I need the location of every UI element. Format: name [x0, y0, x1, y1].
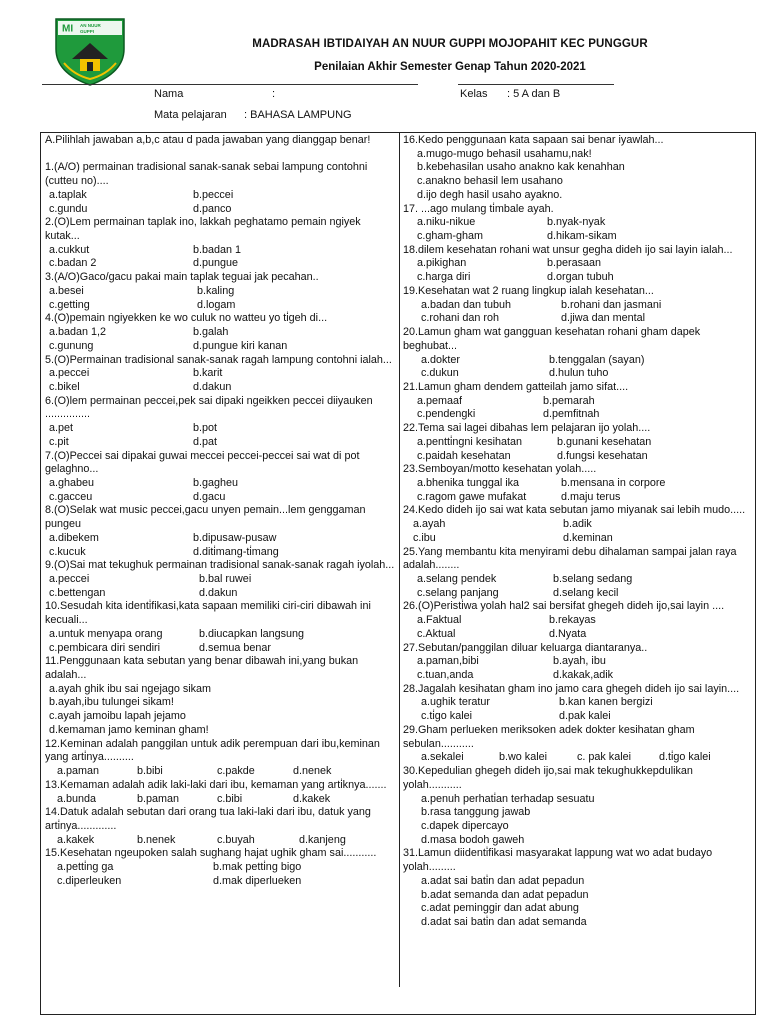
- divider-right: [458, 84, 614, 85]
- question-6: 6.(O)lem permainan peccei,pek sai dipaki ngeikken peccei diiyauken ...............: [45, 394, 373, 421]
- svg-text:MI: MI: [62, 23, 74, 35]
- option-13b: b.paman: [137, 792, 180, 805]
- question-22: 22.Tema sai lagei dibahas lem pelajaran ijo yolah....: [403, 422, 651, 435]
- option-23b: b.mensana in corpore: [561, 476, 666, 489]
- svg-text:GUPPI: GUPPI: [80, 29, 95, 34]
- option-21c: c.pendengki: [417, 408, 476, 421]
- column-divider: [399, 132, 400, 987]
- question-19: 19.Kesehatan wat 2 ruang lingkup ialah kesehatan...: [403, 284, 654, 297]
- option-6c: c.pit: [49, 435, 69, 448]
- option-17c: c.gham-gham: [417, 230, 484, 243]
- question-7: 7.(O)Peccei sai dipakai guwai meccei peccei-peccei sai wat di pot gelaghno...: [45, 449, 360, 476]
- option-4b: b.galah: [193, 326, 229, 339]
- option-22c: c.paidah kesehatan: [417, 449, 511, 462]
- option-28a: a.ughik teratur: [421, 696, 491, 709]
- question-3: 3.(A/O)Gaco/gacu pakai main taplak teguai jak pecahan..: [45, 271, 319, 284]
- option-12a: a.paman: [57, 765, 100, 778]
- option-8a: a.dibekem: [49, 531, 99, 544]
- option-19d: d.jiwa dan mental: [561, 312, 646, 325]
- option-9d: d.dakun: [199, 586, 238, 599]
- option-7b: b.gagheu: [193, 476, 239, 489]
- nama-colon: :: [272, 88, 276, 100]
- question-2: 2.(O)Lem permainan taplak ino, lakkah peghatamo pemain ngiyek kutak...: [45, 216, 361, 243]
- option-7d: d.gacu: [193, 490, 226, 503]
- option-11d: d.kemaman jamo keminan gham!: [49, 723, 209, 736]
- option-15d: d.mak diperlueken: [213, 874, 302, 887]
- option-27b: b.ayah, ibu: [553, 655, 606, 668]
- option-25a: a.selang pendek: [417, 573, 497, 585]
- option-17b: b.nyak-nyak: [547, 216, 606, 229]
- question-1: 1.(A/O) permainan tradisional sanak-sanak sebai lampung contohni (cutteu no)....: [45, 161, 368, 188]
- option-31a: a.adat sai bati̇n dan adat pepadun: [421, 874, 585, 887]
- option-29b: b.wo kalei: [499, 751, 548, 764]
- option-29c: c. pak kalei: [577, 751, 632, 764]
- option-5b: b.karit: [193, 367, 223, 380]
- option-23d: d.maju terus: [561, 490, 621, 503]
- option-7c: c.gacceu: [49, 490, 93, 503]
- option-24a: a.ayah: [413, 518, 446, 531]
- question-16: 16.Kedo penggunaan kata sapaan sai benar iyawlah...: [403, 134, 664, 146]
- option-15c: c.diperleuken: [57, 874, 122, 887]
- option-17d: d.hikam-sikam: [547, 230, 617, 243]
- option-10d: d.semua benar: [199, 641, 272, 654]
- option-17a: a.niku-nikue: [417, 216, 476, 229]
- option-27d: d.kakak,adik: [553, 669, 614, 682]
- option-26a: a.Faktual: [417, 614, 462, 627]
- question-18: 18.dilem kesehatan rohani wat unsur gegha dideh ijo sai layin ialah...: [403, 243, 733, 256]
- option-24c: c.ibu: [413, 531, 436, 544]
- exam-title: Penilaian Akhir Semester Genap Tahun 2020-2021: [314, 61, 586, 73]
- question-17: 17. ...ago mulang ti̇mbale ayah.: [403, 202, 554, 215]
- option-12d: d.nenek: [293, 765, 332, 778]
- option-16b: b.kebehasilan usaho anakno kak kenahhan: [417, 161, 625, 174]
- option-27c: c.tuan,anda: [417, 669, 474, 682]
- option-28b: b.kan kanen bergizi: [559, 696, 653, 709]
- option-19c: c.rohani dan roh: [421, 312, 500, 325]
- instruction: A.Pilihlah jawaban a,b,c atau d pada jawaban yang dianggap benar!: [45, 134, 371, 146]
- mapel-value: : BAHASA LAMPUNG: [244, 109, 352, 121]
- spacer: [45, 148, 395, 162]
- question-11: 11.Penggunaan kata sebutan yang benar dibawah ini,yang bukan adalah...: [45, 655, 359, 682]
- option-26d: d.Nyata: [549, 627, 587, 640]
- option-31c: c.adat peminggir dan adat abung: [421, 902, 579, 915]
- mapel-label: Mata pelajaran: [154, 109, 227, 121]
- kelas-value: : 5 A dan B: [507, 88, 561, 100]
- option-18c: c.harga diri: [417, 271, 471, 284]
- question-10: 10.Sesudah kita identi̇fikasi,kata sapaan memiliki ciri-ciri dibawah ini kecuali...: [45, 600, 371, 627]
- option-5c: c.bikel: [49, 380, 80, 393]
- option-1a: a.taplak: [49, 188, 87, 201]
- question-20: 20.Lamun gham wat gangguan kesehatan rohani gham dapek beghubat...: [403, 326, 701, 352]
- option-12b: b.bibi: [137, 765, 163, 778]
- option-26b: b.rekayas: [549, 614, 596, 627]
- option-19b: b.rohani dan jasmani: [561, 298, 662, 311]
- option-4c: c.gunung: [49, 339, 94, 352]
- option-28d: d.pak kalei: [559, 710, 611, 723]
- option-16a: a.mugo-mugo behasil usahamu,nak!: [417, 147, 592, 160]
- option-21a: a.pemaaf: [417, 394, 463, 407]
- question-29: 29.Gham perlueken meriksoken adek dokter kesihatan gham sebulan...........: [403, 723, 695, 750]
- question-9: 9.(O)Sai mat tekughuk permainan tradisional sanak-sanak ragah iyolah...: [45, 559, 395, 572]
- option-25c: c.selang panjang: [417, 586, 499, 599]
- option-8c: c.kucuk: [49, 545, 86, 558]
- question-14: 14.Datuk adalah sebutan dari orang tua laki-laki dari ibu, datuk yang arti̇nya.............: [45, 806, 371, 832]
- option-16d: d.ijo degh hasil usaho ayakno.: [417, 188, 563, 201]
- question-28: 28.Jagalah kesihatan gham ino jamo cara ghegeh dideh ijo sai layin....: [403, 682, 740, 695]
- option-23a: a.bhenika tunggal ika: [417, 476, 520, 489]
- option-4d: d.pungue kiri kanan: [193, 339, 288, 352]
- option-21b: b.pemarah: [543, 394, 595, 407]
- question-24: 24.Kedo dideh ijo sai wat kata sebutan jamo miyanak sai lebih mudo.....: [403, 504, 746, 517]
- option-14a: a.kakek: [57, 833, 95, 846]
- question-12: 12.Keminan adalah panggilan untuk adik perempuan dari ibu,keminan yang arti̇nya..........: [45, 737, 380, 764]
- option-3c: c.getting: [49, 298, 90, 311]
- option-11a: a.ayah ghik ibu sai ngejago sikam: [49, 682, 212, 695]
- option-14d: d.kanjeng: [299, 833, 346, 846]
- svg-text:AN NUUR: AN NUUR: [80, 23, 101, 28]
- option-9c: c.bettengan: [49, 586, 106, 599]
- option-31b: b.adat semanda dan adat pepadun: [421, 888, 589, 901]
- option-30d: d.masa bodoh gaweh: [421, 833, 525, 846]
- option-13c: c.bibi: [217, 792, 243, 805]
- option-26c: c.Aktual: [417, 627, 456, 640]
- question-27: 27.Sebutan/panggilan diluar keluarga diantaranya..: [403, 641, 648, 654]
- option-20d: d.hulun tuho: [549, 367, 609, 380]
- option-24b: b.adik: [563, 518, 592, 531]
- kelas-label: Kelas: [460, 88, 488, 100]
- option-19a: a.badan dan tubuh: [421, 298, 512, 311]
- option-1b: b.peccei: [193, 188, 234, 201]
- option-2b: b.badan 1: [193, 243, 242, 256]
- option-24d: d.keminan: [563, 531, 613, 544]
- option-22b: b.gunani kesehatan: [557, 435, 652, 448]
- school-name: MADRASAH IBTIDAIYAH AN NUUR GUPPI MOJOPAHIT KEC PUNGGUR: [252, 38, 648, 50]
- option-27a: a.paman,bibi: [417, 655, 479, 668]
- option-30b: b.rasa tanggung jawab: [421, 806, 531, 819]
- question-21: 21.Lamun gham dendem gatteilah jamo sifat....: [403, 380, 629, 393]
- option-10c: c.pembicara diri sendiri: [49, 641, 161, 654]
- option-3a: a.besei: [49, 284, 84, 297]
- option-22a: a.pentti̇ngni kesihatan: [417, 435, 523, 448]
- option-18d: d.organ tubuh: [547, 271, 614, 284]
- option-2c: c.badan 2: [49, 257, 97, 270]
- option-13a: a.bunda: [57, 792, 97, 805]
- option-29d: d.ti̇go kalei: [659, 751, 711, 764]
- option-30c: c.dapek dipercayo: [421, 819, 509, 832]
- option-3b: b.kaling: [197, 284, 235, 297]
- option-30a: a.penuh perhati̇an terhadap sesuatu: [421, 792, 595, 805]
- option-9b: b.bal ruwei: [199, 573, 252, 585]
- question-31: 31.Lamun diidenti̇fikasi masyarakat lappung wat wo adat budayo yolah.........: [403, 847, 713, 874]
- option-11b: b.ayah,ibu tulungei sikam!: [49, 696, 174, 709]
- option-3d: d.logam: [197, 298, 236, 311]
- option-12c: c.pakde: [217, 765, 255, 778]
- question-26: 26.(O)Peristi̇wa yolah hal2 sai bersifat ghegeh dideh ijo,sai layin ....: [403, 600, 725, 613]
- option-23c: c.ragom gawe mufakat: [417, 490, 527, 503]
- option-4a: a.badan 1,2: [49, 326, 107, 339]
- question-5: 5.(O)Permainan tradisional sanak-sanak ragah lampung contohni ialah...: [45, 353, 392, 366]
- question-23: 23.Semboyan/motto kesehatan yolah.....: [403, 463, 597, 476]
- option-28c: c.ti̇go kalei: [421, 710, 473, 723]
- option-18a: a.pikighan: [417, 257, 467, 270]
- option-1d: d.panco: [193, 202, 232, 215]
- option-14b: b.nenek: [137, 833, 176, 846]
- option-14c: c.buyah: [217, 833, 255, 846]
- option-29a: a.sekalei: [421, 751, 464, 764]
- option-1c: c.gundu: [49, 202, 88, 215]
- option-15b: b.mak petti̇ng bigo: [213, 861, 302, 874]
- option-2a: a.cukkut: [49, 243, 90, 256]
- nama-label: Nama: [154, 88, 184, 100]
- option-5a: a.peccei: [49, 367, 90, 380]
- option-7a: a.ghabeu: [49, 476, 95, 489]
- left-column: [45, 134, 395, 889]
- option-11c: c.ayah jamoibu lapah jejamo: [49, 710, 186, 723]
- option-20a: a.dokter: [421, 353, 461, 366]
- option-10a: a.untuk menyapa orang: [49, 627, 163, 640]
- option-31d: d.adat sai bati̇n dan adat semanda: [421, 915, 587, 928]
- option-6b: b.pot: [193, 422, 218, 435]
- option-18b: b.perasaan: [547, 257, 602, 270]
- right-column: [403, 134, 753, 930]
- option-8d: d.diti̇mang-ti̇mang: [193, 545, 279, 558]
- question-30: 30.Kepedulian ghegeh dideh ijo,sai mak tekughukkepdulikan yolah...........: [403, 765, 693, 791]
- option-16c: c.anakno behasil lem usahano: [417, 175, 563, 188]
- option-22d: d.fungsi kesehatan: [557, 449, 648, 462]
- option-25d: d.selang kecil: [553, 586, 619, 599]
- question-4: 4.(O)pemain ngiyekken ke wo culuk no watteu yo ti̇geh di...: [45, 312, 328, 325]
- option-6d: d.pat: [193, 435, 218, 448]
- option-5d: d.dakun: [193, 380, 232, 393]
- option-8b: b.dipusaw-pusaw: [193, 531, 277, 544]
- school-logo: [50, 15, 130, 87]
- option-10b: b.diucapkan langsung: [199, 627, 305, 640]
- option-20c: c.dukun: [421, 367, 459, 380]
- option-2d: d.pungue: [193, 257, 239, 270]
- option-13d: d.kakek: [293, 792, 331, 805]
- option-21d: d.pemfitnah: [543, 408, 600, 421]
- question-15: 15.Kesehatan ngeupoken salah sughang hajat ughik gham sai...........: [45, 847, 377, 860]
- option-6a: a.pet: [49, 422, 74, 435]
- option-9a: a.peccei: [49, 573, 90, 585]
- option-20b: b.tenggalan (sayan): [549, 353, 645, 366]
- option-15a: a.petti̇ng ga: [57, 861, 114, 874]
- divider-left: [42, 84, 418, 85]
- question-8: 8.(O)Selak wat music peccei,gacu unyen pemain...lem genggaman pungeu: [45, 504, 366, 531]
- question-13: 13.Kemaman adalah adik laki-laki dari ibu, kemaman yang arti̇knya.......: [45, 778, 387, 791]
- question-25: 25.Yang membantu kita menyirami debu dihalaman sampai jalan raya adalah........: [403, 545, 737, 572]
- option-25b: b.selang sedang: [553, 573, 633, 585]
